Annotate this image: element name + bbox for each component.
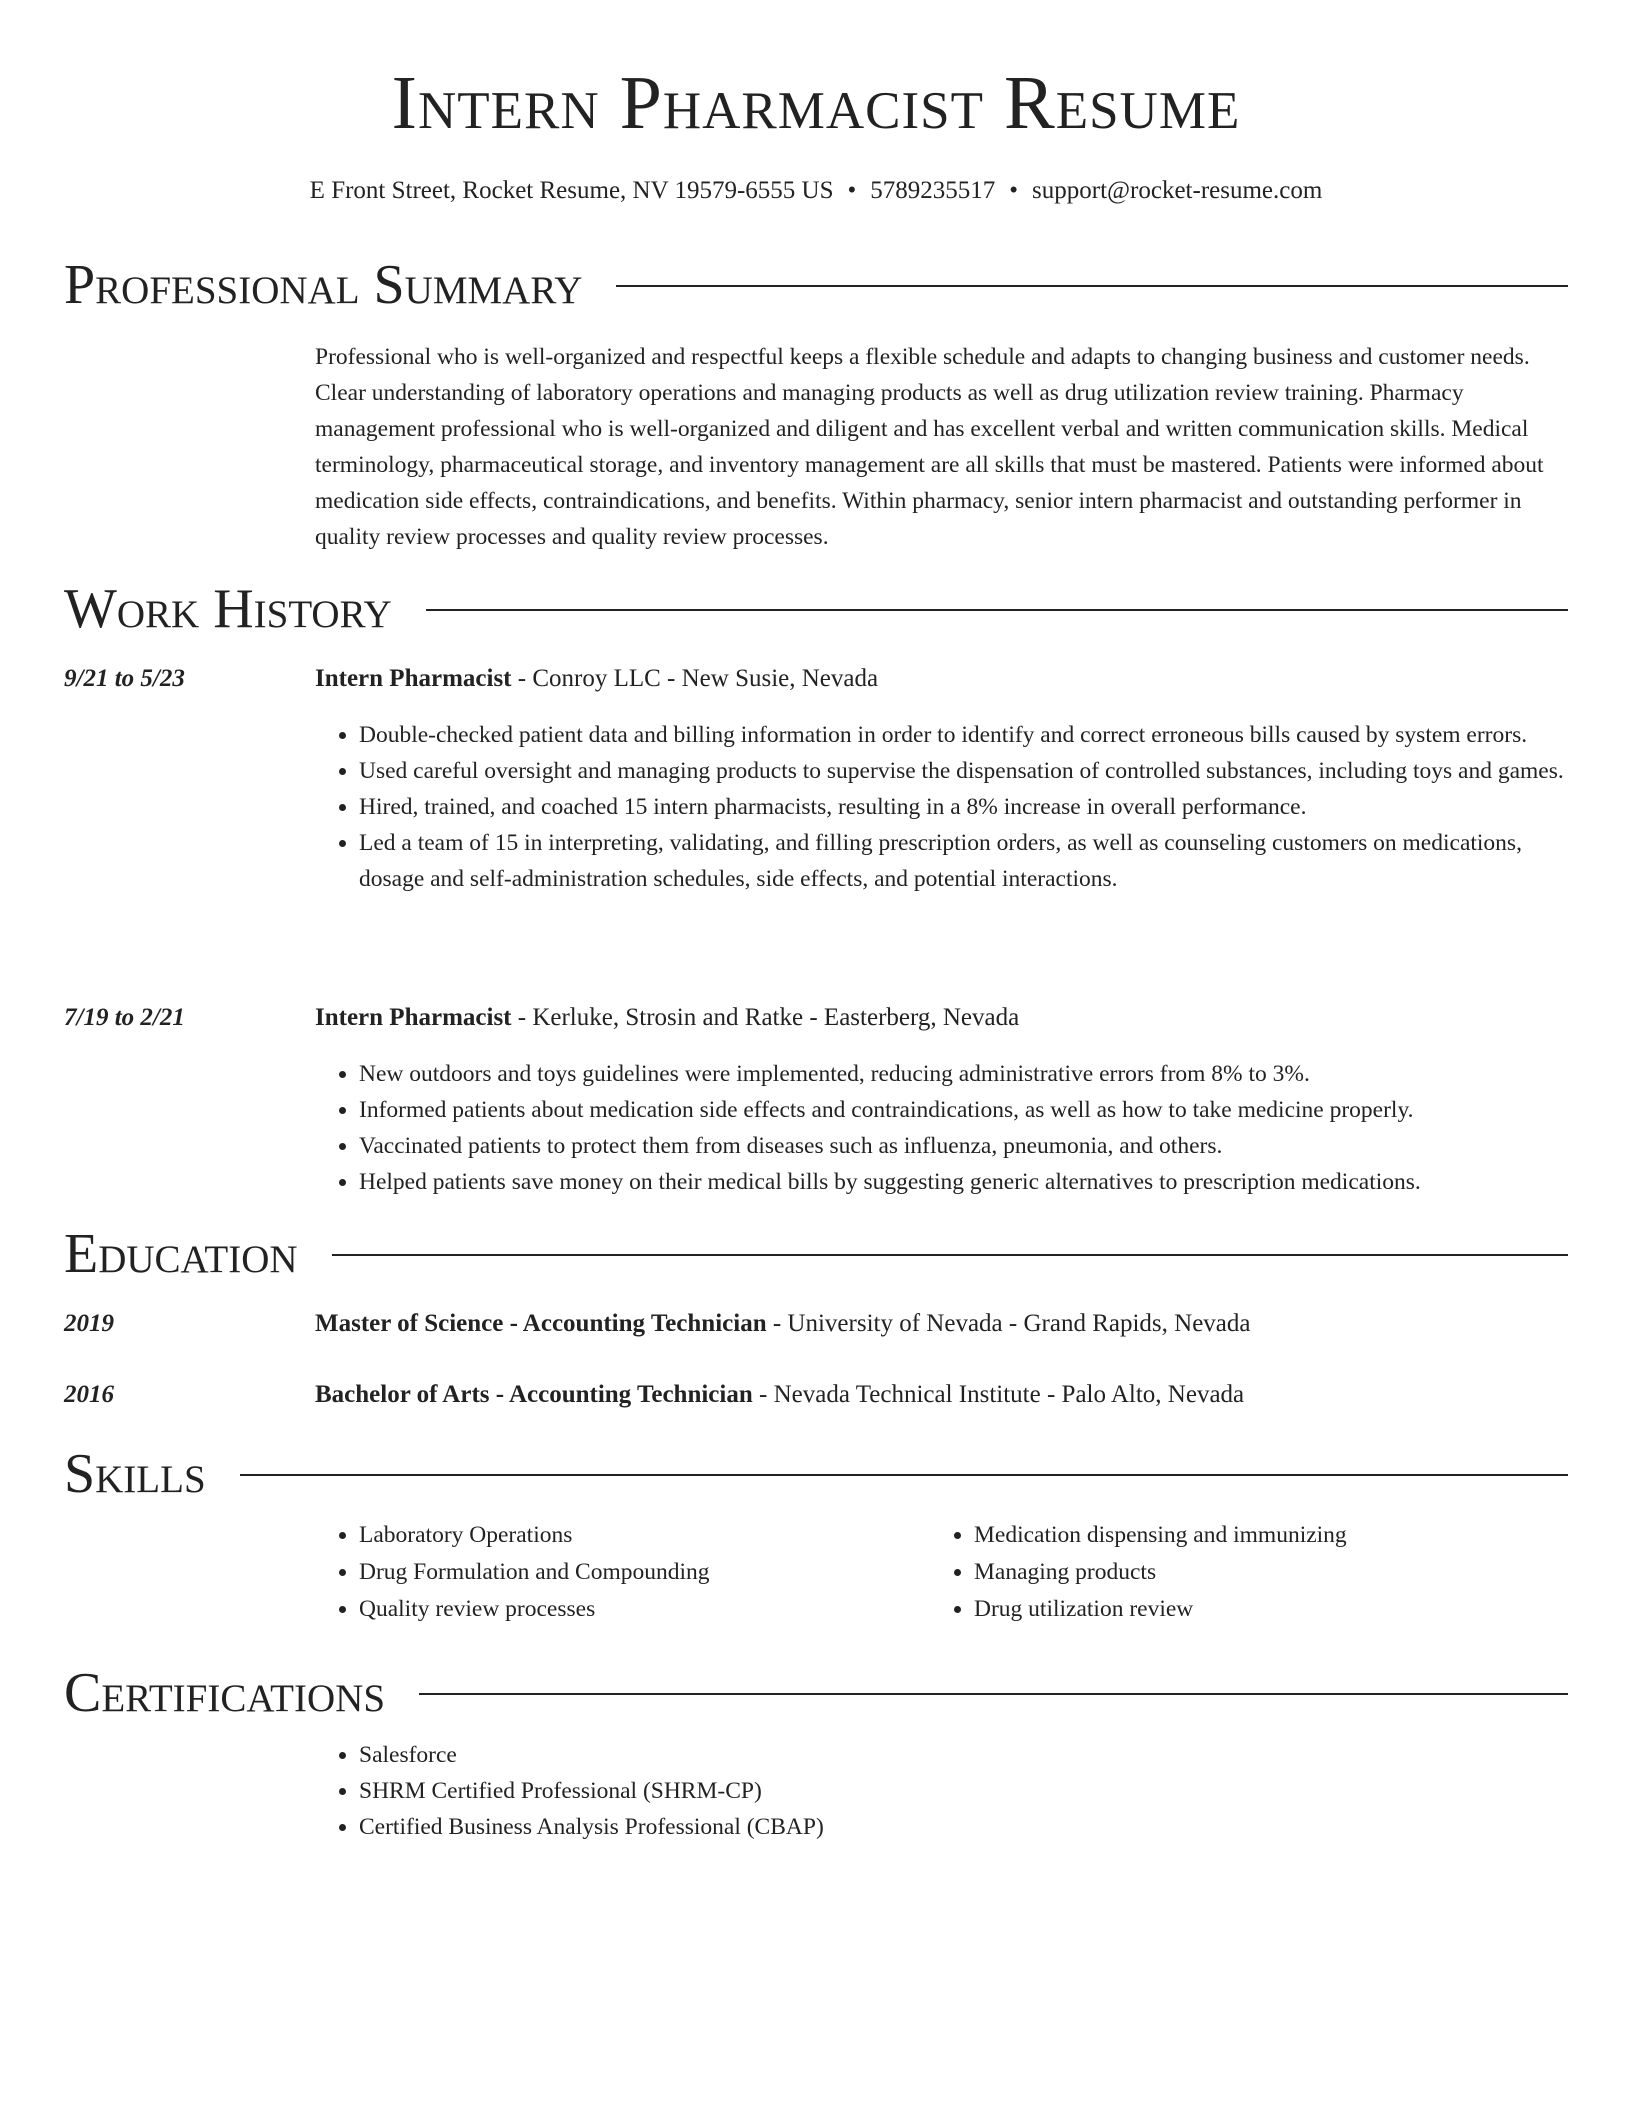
- work-title-line: [315, 1001, 1570, 1035]
- certifications-list: [315, 1737, 1570, 1845]
- certification-item: • SHRM Certified Professional (SHRM-CP): [359, 1773, 1570, 1809]
- work-dates: 7/19 to 2/21: [64, 1004, 185, 1031]
- contact-email: support@rocket-resume.com: [1032, 177, 1323, 204]
- list-item: • Hired, trained, and coached 15 intern pharmacists, resulting in a 8% increase in overall performance.: [359, 789, 1570, 825]
- skill-item: • Drug Formulation and Compounding: [359, 1554, 710, 1591]
- education-year: 2016: [64, 1381, 114, 1408]
- section-title: Professional Summary: [64, 254, 583, 316]
- skill-item: • Laboratory Operations: [359, 1517, 710, 1554]
- skill-item: • Quality review processes: [359, 1591, 710, 1628]
- education-year: 2019: [64, 1310, 114, 1337]
- skill-item: • Managing products: [974, 1554, 1347, 1591]
- list-item: • Vaccinated patients to protect them from diseases such as influenza, pneumonia, and others.: [359, 1128, 1570, 1164]
- list-item: • Helped patients save money on their medical bills by suggesting generic alternatives to prescription medications.: [359, 1164, 1570, 1200]
- section-divider: [426, 609, 1568, 611]
- skill-item: • Drug utilization review: [974, 1591, 1347, 1628]
- section-work-header: [64, 577, 1568, 641]
- skills-list-right: [930, 1517, 1347, 1628]
- education-title-line: [315, 1378, 1570, 1412]
- skills-list-left: [315, 1517, 710, 1628]
- work-dates: 9/21 to 5/23: [64, 665, 185, 692]
- contact-line: [0, 174, 1632, 208]
- institution: - University of Nevada - Grand Rapids, Nevada: [766, 1310, 1251, 1337]
- job-employer: - Kerluke, Strosin and Ratke - Easterberg, Nevada: [511, 1004, 1020, 1031]
- list-item: • Led a team of 15 in interpreting, validating, and filling prescription orders, as well as counseling customers on medications, dosage and self-administration schedules, side effects, and potential interactions.: [359, 825, 1570, 897]
- section-certifications-header: [64, 1661, 1568, 1725]
- contact-separator: •: [847, 177, 857, 204]
- section-title: Education: [64, 1223, 298, 1285]
- job-title: Intern Pharmacist: [315, 665, 512, 692]
- section-divider: [240, 1474, 1568, 1476]
- work-bullets: [315, 717, 1570, 897]
- institution: - Nevada Technical Institute - Palo Alto, Nevada: [752, 1381, 1245, 1408]
- degree: Bachelor of Arts - Accounting Technician: [315, 1381, 753, 1408]
- list-item: • New outdoors and toys guidelines were implemented, reducing administrative errors from 8% to 3%.: [359, 1056, 1570, 1092]
- section-education-header: [64, 1222, 1568, 1286]
- section-divider: [419, 1693, 1568, 1695]
- list-item: • Informed patients about medication side effects and contraindications, as well as how to take medicine properly.: [359, 1092, 1570, 1128]
- section-skills-header: [64, 1442, 1568, 1506]
- work-title-line: [315, 662, 1570, 696]
- summary-text: Professional who is well-organized and respectful keeps a flexible schedule and adapts to changing business and customer needs. Clear understanding of laboratory operations and managing products as well as drug utilization review training. Pharmacy management professional who is well-organized and diligent and has excellent verbal and written communication skills. Medical terminology, pharmaceutical storage, and inventory management are all skills that must be mastered. Patients were informed about medication side effects, contraindications, and benefits. Within pharmacy, senior intern pharmacist and outstanding performer in quality review processes and quality review processes.: [315, 344, 1544, 550]
- list-item: • Double-checked patient data and billing information in order to identify and correct erroneous bills caused by system errors.: [359, 717, 1570, 753]
- education-title-line: [315, 1307, 1570, 1341]
- section-title: Certifications: [64, 1662, 386, 1724]
- section-title: Work History: [64, 578, 392, 640]
- contact-phone: 5789235517: [870, 177, 996, 204]
- work-bullets: [315, 1056, 1570, 1200]
- skill-item: • Medication dispensing and immunizing: [974, 1517, 1347, 1554]
- section-divider: [616, 285, 1568, 287]
- certification-item: • Certified Business Analysis Professional (CBAP): [359, 1809, 1570, 1845]
- certification-item: • Salesforce: [359, 1737, 1570, 1773]
- section-title: Skills: [64, 1443, 206, 1505]
- section-divider: [332, 1254, 1568, 1256]
- job-title: Intern Pharmacist: [315, 1004, 512, 1031]
- contact-address: E Front Street, Rocket Resume, NV 19579-6555 US: [309, 177, 834, 204]
- resume-title: Intern Pharmacist Resume: [391, 61, 1241, 145]
- job-employer: - Conroy LLC - New Susie, Nevada: [511, 665, 879, 692]
- section-summary-header: [64, 253, 1568, 317]
- degree: Master of Science - Accounting Technician: [315, 1310, 767, 1337]
- list-item: • Used careful oversight and managing products to supervise the dispensation of controlled substances, including toys and games.: [359, 753, 1570, 789]
- contact-separator: •: [1009, 177, 1019, 204]
